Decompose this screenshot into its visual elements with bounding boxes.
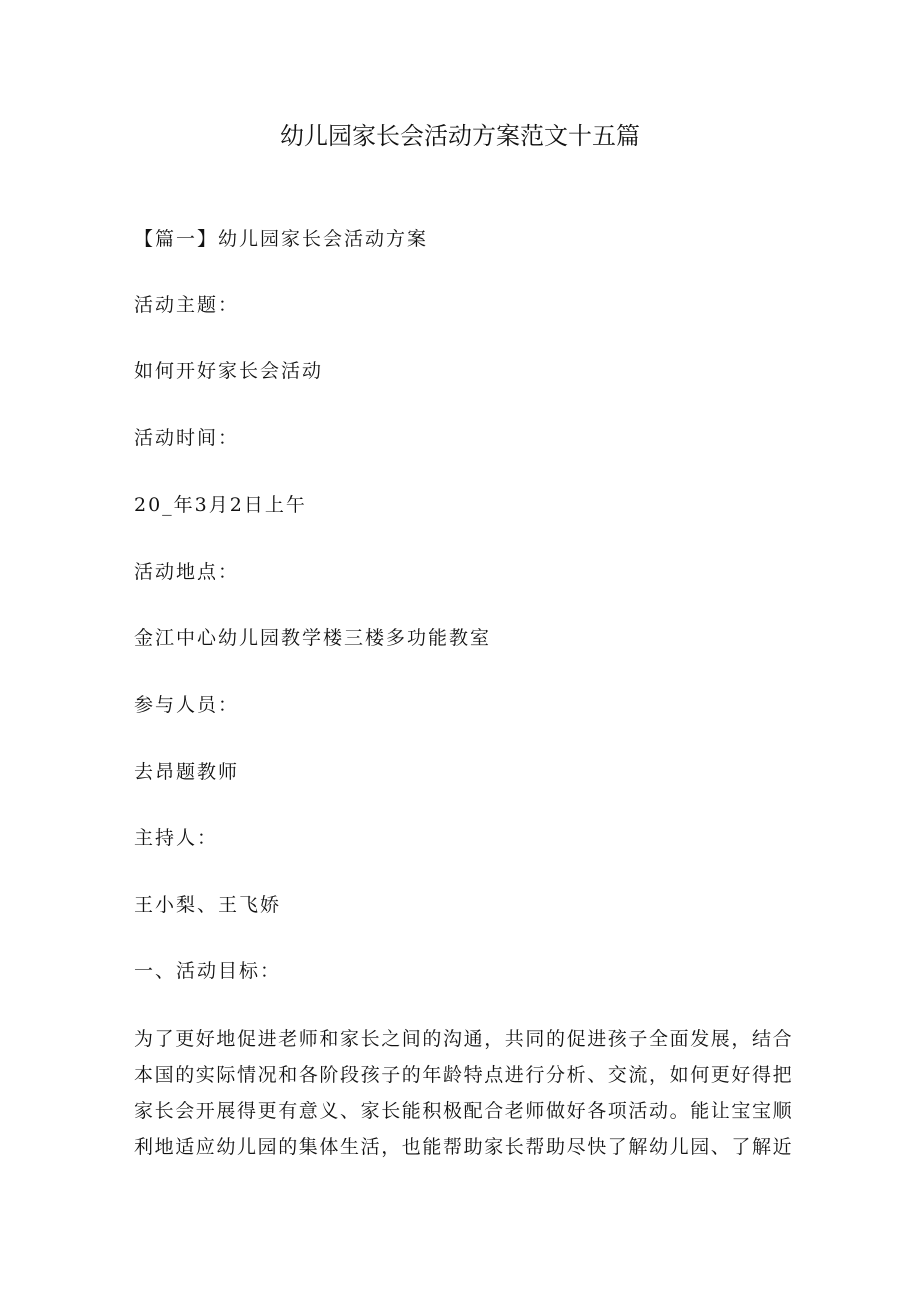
paragraph-line: 本国的实际情况和各阶段孩子的年龄特点进行分析、交流，如何更好得把: [134, 1064, 794, 1086]
section-heading: 【篇一】幼儿园家长会活动方案: [134, 228, 429, 250]
paragraph-line: 为了更好地促进老师和家长之间的沟通，共同的促进孩子全面发展，结合: [134, 1028, 794, 1050]
body-paragraph: [134, 1021, 794, 1165]
paragraph-line: 利地适应幼儿园的集体生活，也能帮助家长帮助尽快了解幼儿园、了解近: [134, 1136, 794, 1158]
field-label-theme: 活动主题：: [134, 294, 240, 316]
document-title: 幼儿园家长会活动方案范文十五篇: [280, 122, 640, 150]
field-label-host: 主持人：: [134, 827, 219, 849]
field-value-time: 20_年3月2日上午: [134, 494, 307, 516]
field-label-participants: 参与人员：: [134, 694, 240, 716]
section-heading-goals: 一、活动目标：: [134, 960, 282, 982]
field-label-location: 活动地点：: [134, 561, 240, 583]
field-value-location: 金江中心幼儿园教学楼三楼多功能教室: [134, 627, 492, 649]
field-value-host: 王小梨、王飞娇: [134, 894, 282, 916]
field-value-theme: 如何开好家长会活动: [134, 360, 324, 382]
field-label-time: 活动时间：: [134, 427, 240, 449]
field-value-participants: 去昂题教师: [134, 761, 240, 783]
paragraph-line: 家长会开展得更有意义、家长能积极配合老师做好各项活动。能让宝宝顺: [134, 1100, 794, 1122]
